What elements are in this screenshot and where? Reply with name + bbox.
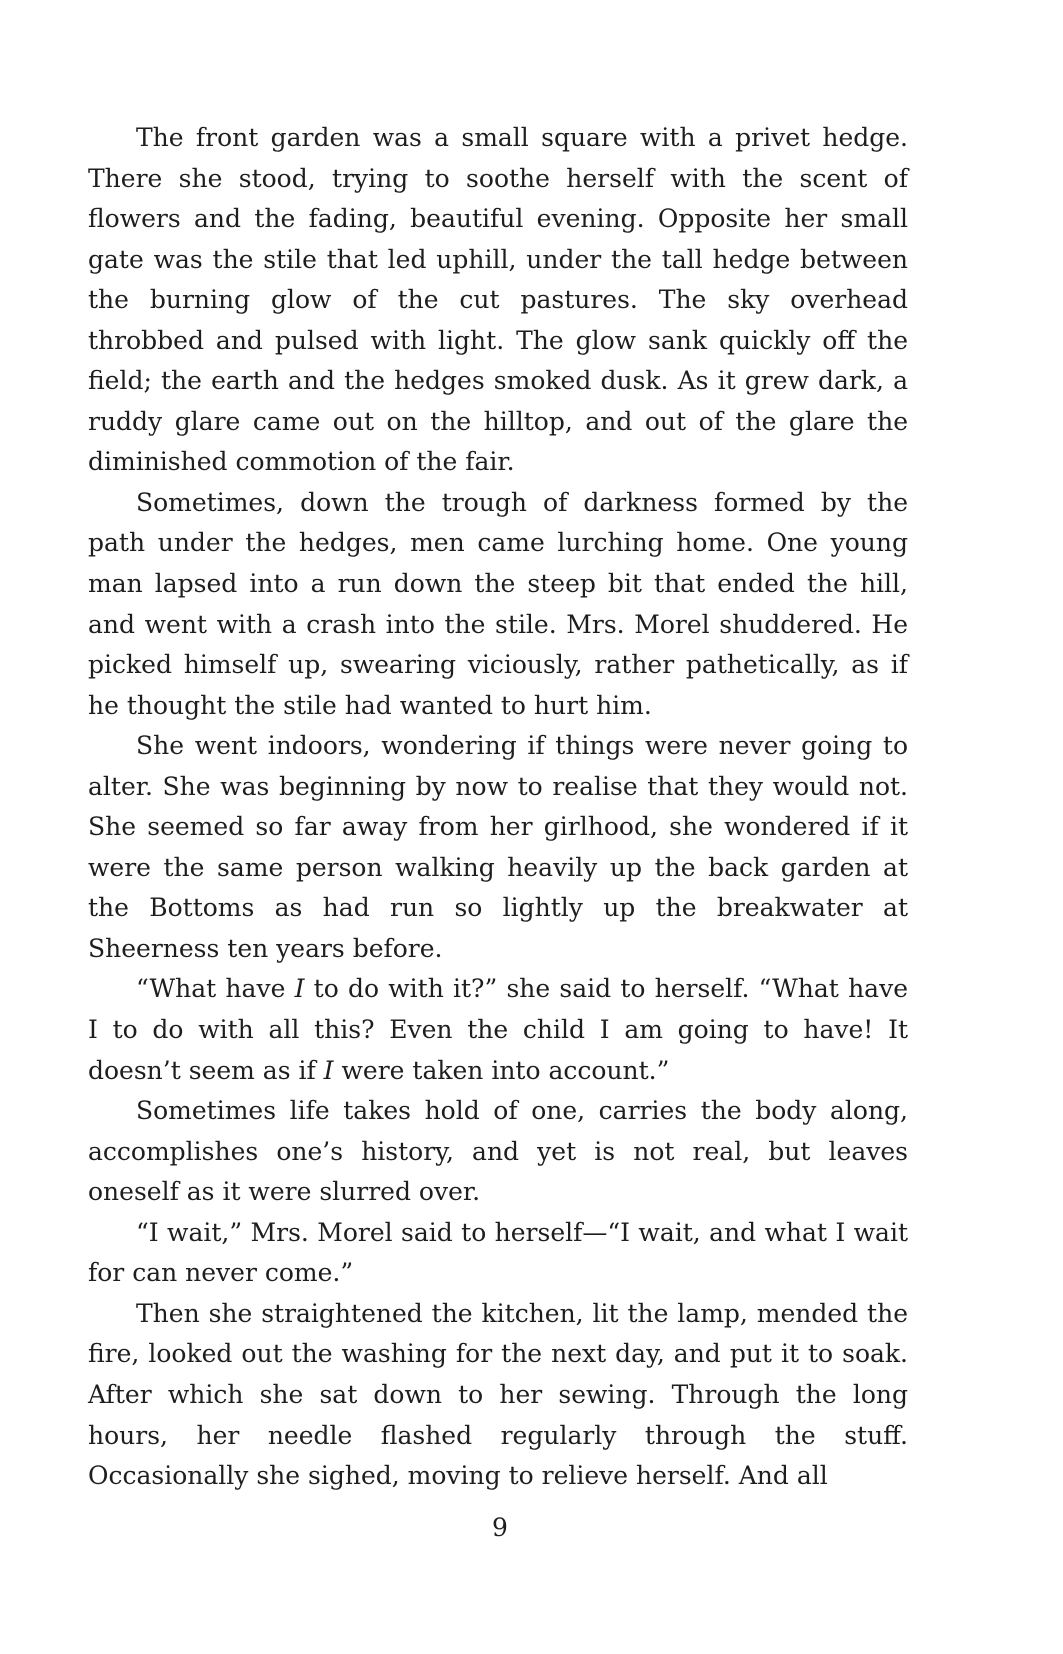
paragraph-7: Then she straightened the kitchen, lit the lamp, mended the fire, looked out the washing for the next day, and put it to soak. After which she sat down to her sewing. Through the long hours, her needle flashed regularly through the stuff. Occasionally she sighed, moving to relieve herself. And all: [88, 1298, 908, 1491]
paragraph-4: [88, 969, 908, 1091]
paragraph-1: The front garden was a small square with a privet hedge. There she stood, trying to soothe herself with the scent of flowers and the fading, beautiful evening. Opposite her small gate was the stile that led uphill, under the tall hedge between the burning glow of the cut pastures. The sky overhead throbbed and pulsed with light. The glow sank quickly off the field; the earth and the hedges smoked dusk. As it grew dark, a ruddy glare came out on the hilltop, and out of the glare the diminished commotion of the fair.: [88, 123, 908, 477]
paragraph-2: Sometimes, down the trough of darkness formed by the path under the hedges, men came lurching home. One young man lapsed into a run down the steep bit that ended the hill, and went with a crash into the stile. Mrs. Morel shuddered. He picked himself up, swearing viciously, rather pathetically, as if he thought the stile had wanted to hurt him.: [88, 487, 908, 720]
paragraph-4-emphasis-2: I: [323, 1055, 334, 1085]
paragraph-4-emphasis-1: I: [294, 974, 305, 1004]
paragraph-6: “I wait,” Mrs. Morel said to herself—“I wait, and what I wait for can never come.”: [88, 1217, 908, 1288]
paragraph-3: She went indoors, wondering if things were never going to alter. She was beginning by now to realise that they would not. She seemed so far away from her girlhood, she wondered if it were the same person walking heavily up the back garden at the Bottoms as had run so lightly up the breakwater at Sheerness ten years before.: [88, 731, 908, 963]
paragraph-4-part-1: “What have: [136, 974, 295, 1004]
body-text: [88, 118, 908, 1497]
paragraph-5: Sometimes life takes hold of one, carries the body along, accomplishes one’s history, and yet is not real, but leaves oneself as it were slurred over.: [88, 1096, 908, 1207]
paragraph-4-part-2: to do with it?” she said to herself. “What have I to do with all this? Even the child I am going to have! It doesn’t seem as if: [88, 974, 908, 1085]
paragraph-4-part-3: were taken into account.”: [333, 1055, 670, 1085]
page-number: 9: [492, 1513, 508, 1542]
